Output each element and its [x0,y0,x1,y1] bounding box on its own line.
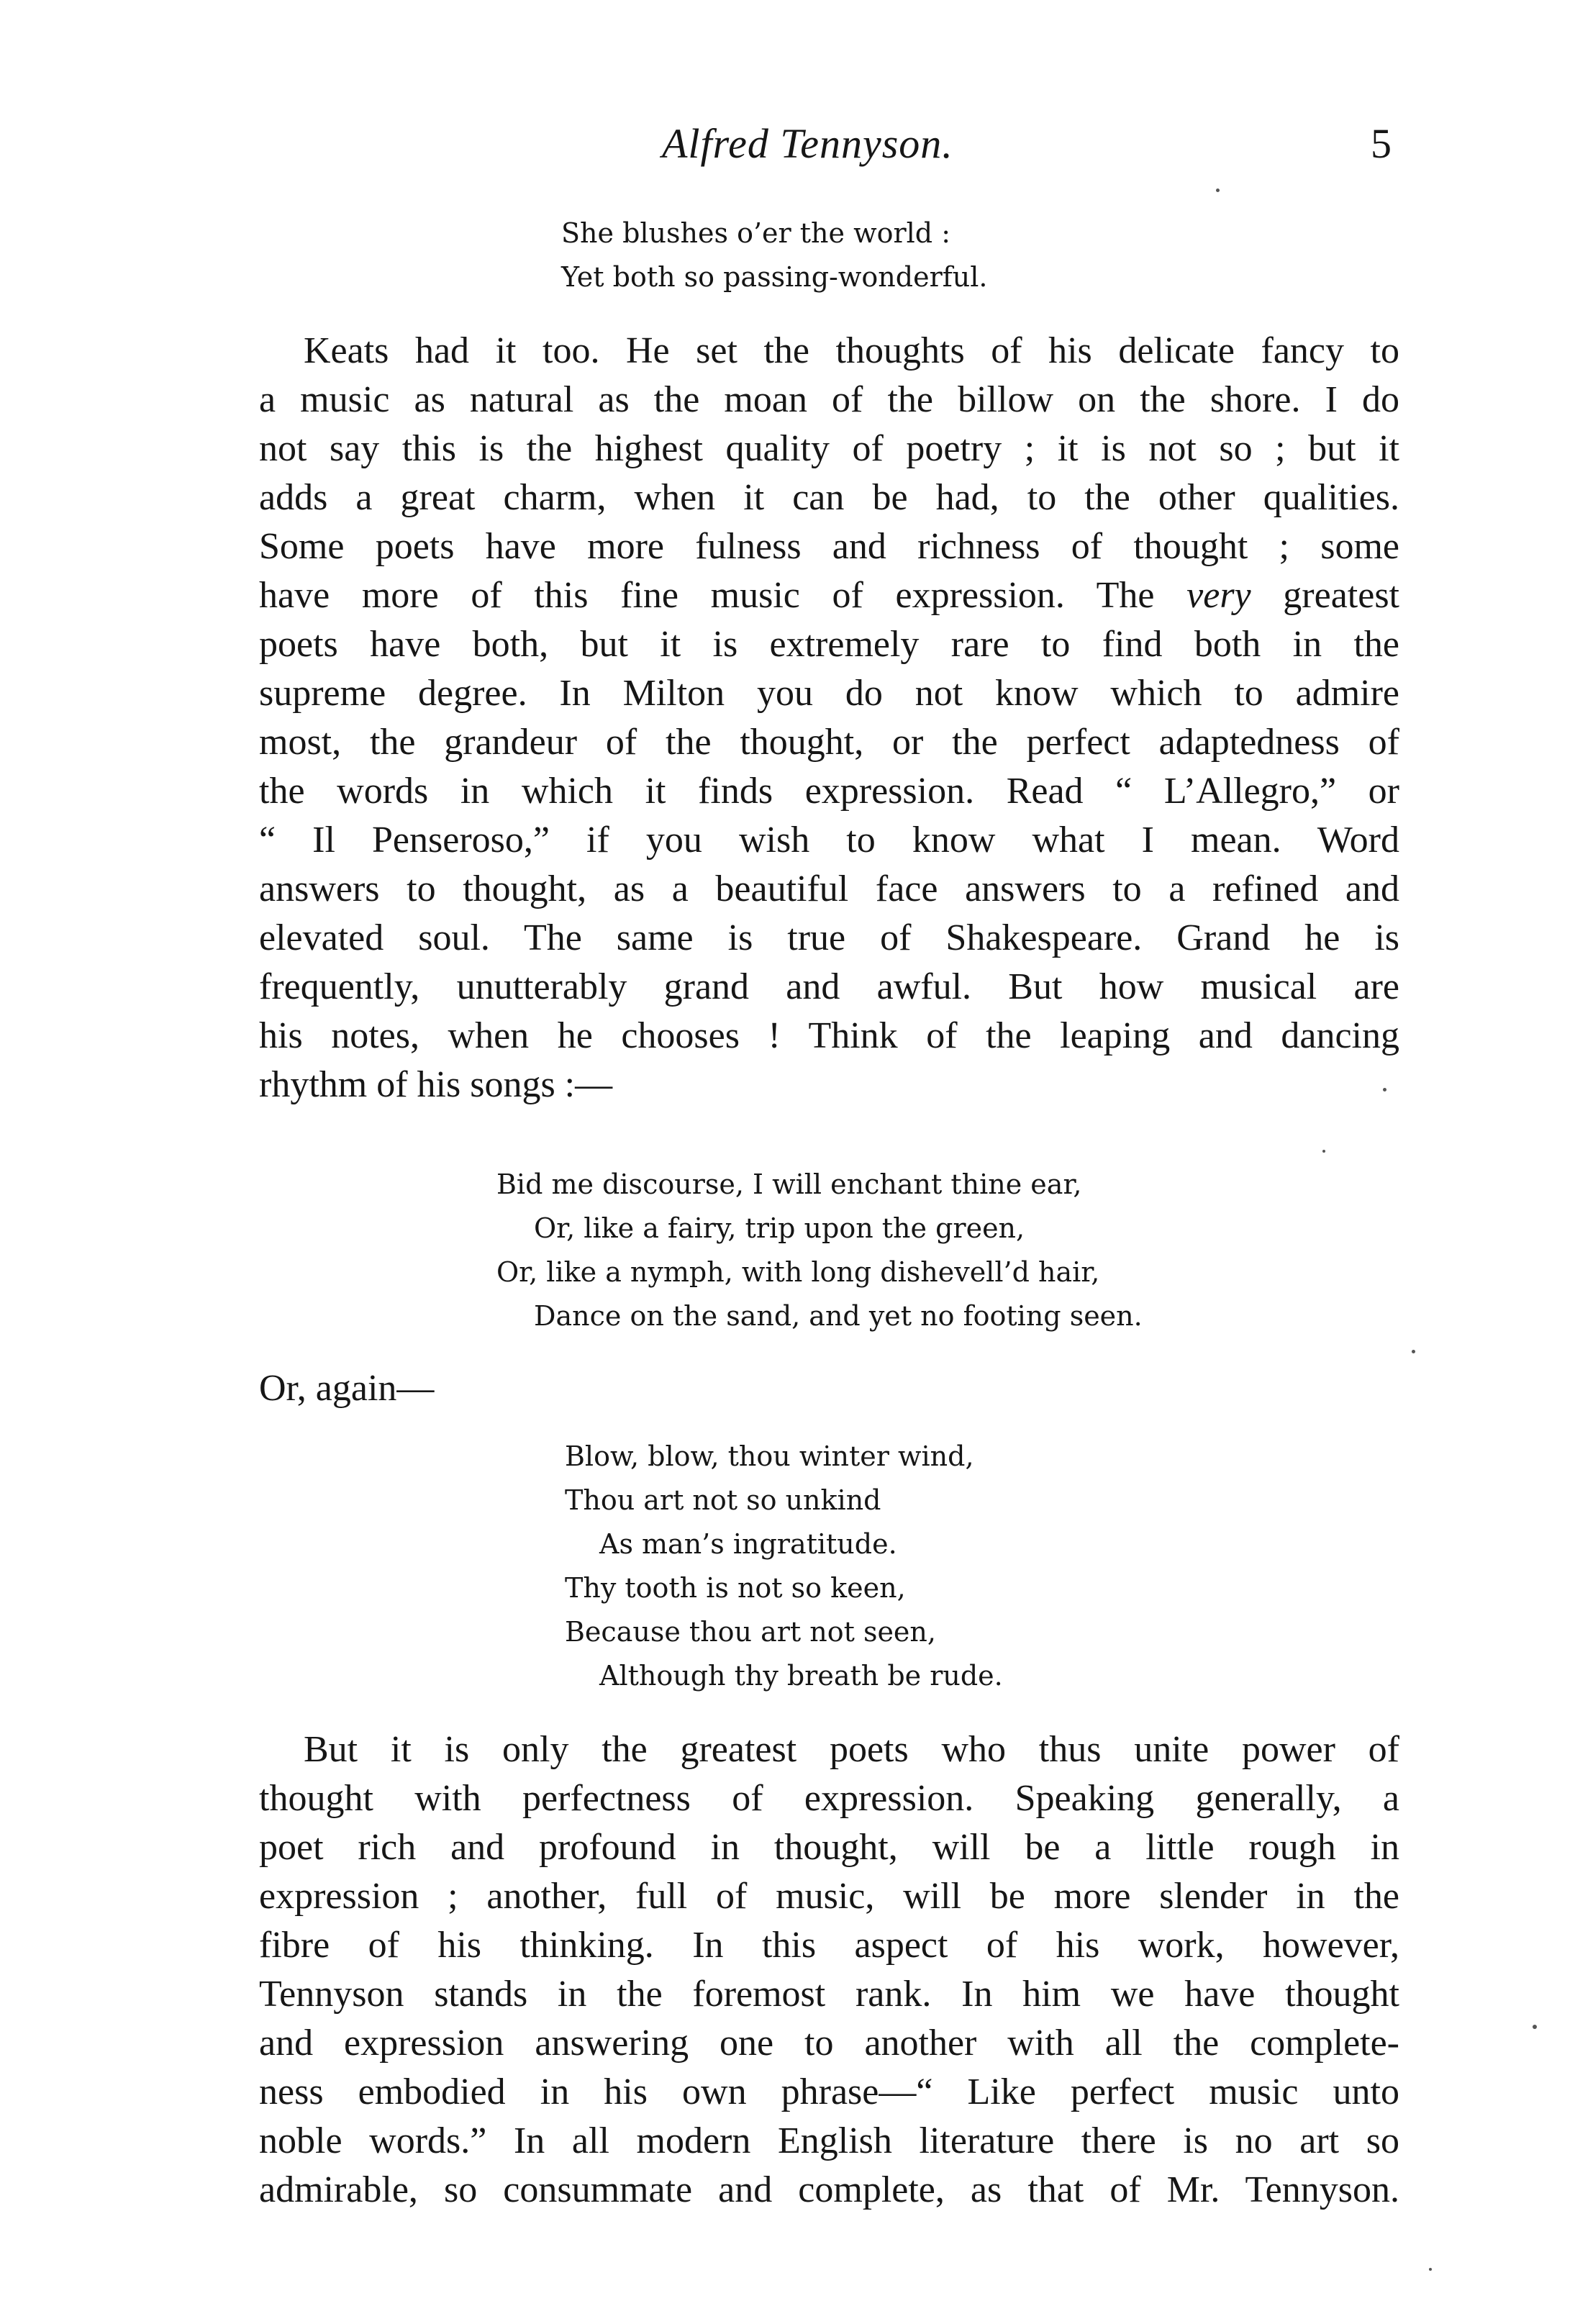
verse-line: Yet both so passing-wonderful. [561,261,988,293]
prose-line: expression ; another, full of music, will be more slender in the [259,1876,1399,1917]
verse-line: Or, like a nymph, with long dishevell’d hair, [496,1256,1100,1288]
verse-line: Thy tooth is not so keen, [565,1572,906,1604]
prose-line: fibre of his thinking. In this aspect of his work, however, [259,1925,1399,1966]
verse-line: Because thou art not seen, [565,1616,936,1648]
prose-line: Keats had it too. He set the thoughts of his delicate fancy to [304,330,1399,371]
verse-line: Blow, blow, thou winter wind, [565,1440,974,1472]
verse-quotation-2 [496,1163,1143,1338]
prose-line: poet rich and profound in thought, will be a little rough in [259,1827,1399,1868]
prose-line: have more of this fine music of expression. The very greatest [259,575,1399,616]
prose-line: and expression answering one to another with all the complete- [259,2023,1399,2064]
verse-line: Dance on the sand, and yet no footing seen. [534,1300,1143,1332]
paper-speck [1383,1088,1386,1091]
paragraph-keats-milton-shakespeare [259,327,1399,1109]
prose-line: admirable, so consummate and complete, as that of Mr. Tennyson. [259,2169,1399,2210]
prose-line: But it is only the greatest poets who thus unite power of [304,1729,1399,1770]
verse-line: Although thy breath be rude. [599,1660,1003,1692]
prose-line: Some poets have more fulness and richness of thought ; some [259,526,1399,567]
prose-line: poets have both, but it is extremely rare to find both in the [259,624,1399,665]
prose-line: a music as natural as the moan of the billow on the shore. I do [259,379,1399,420]
lead-in-text: Or, again— [259,1368,435,1409]
verse-quotation-3 [565,1435,1003,1698]
paper-speck [1533,2025,1537,2029]
verse-line: Thou art not so unkind [565,1484,881,1516]
prose-line: Tennyson stands in the foremost rank. In him we have thought [259,1974,1399,2015]
prose-line: his notes, when he chooses ! Think of the leaping and dancing [259,1015,1399,1056]
paragraph-tennyson-expression [259,1725,1399,2215]
verse-line: Or, like a fairy, trip upon the green, [534,1212,1025,1244]
prose-line: answers to thought, as a beautiful face answers to a refined and [259,868,1399,909]
paper-speck [1216,189,1220,192]
prose-line: “ Il Penseroso,” if you wish to know what I mean. Word [259,820,1399,861]
prose-line: most, the grandeur of the thought, or the perfect adaptedness of [259,722,1399,763]
prose-line: thought with perfectness of expression. Speaking generally, a [259,1778,1399,1819]
emphasis: very [1186,575,1251,616]
prose-line: elevated soul. The same is true of Shakespeare. Grand he is [259,917,1399,958]
verse-line: Bid me discourse, I will enchant thine ear, [496,1168,1082,1200]
running-title: Alfred Tennyson. [662,120,953,167]
prose-line: frequently, unutterably grand and awful. But how musical are [259,966,1399,1007]
page-number: 5 [1371,120,1392,167]
prose-line: supreme degree. In Milton you do not know which to admire [259,673,1399,714]
paper-speck [1429,2268,1432,2271]
prose-line: ness embodied in his own phrase—“ Like perfect music unto [259,2071,1399,2112]
paper-speck [1322,1150,1325,1153]
prose-line: the words in which it finds expression. Read “ L’Allegro,” or [259,771,1399,812]
running-head [0,115,1575,173]
prose-line: rhythm of his songs :— [259,1064,613,1105]
prose-line: adds a great charm, when it can be had, to the other qualities. [259,477,1399,518]
verse-quotation-1 [561,212,988,299]
verse-line: As man’s ingratitude. [599,1528,897,1560]
prose-line: noble words.” In all modern English literature there is no art so [259,2120,1399,2161]
verse-line: She blushes o’er the world : [561,217,950,249]
prose-line: not say this is the highest quality of poetry ; it is not so ; but it [259,428,1399,469]
paper-speck [1412,1350,1415,1353]
